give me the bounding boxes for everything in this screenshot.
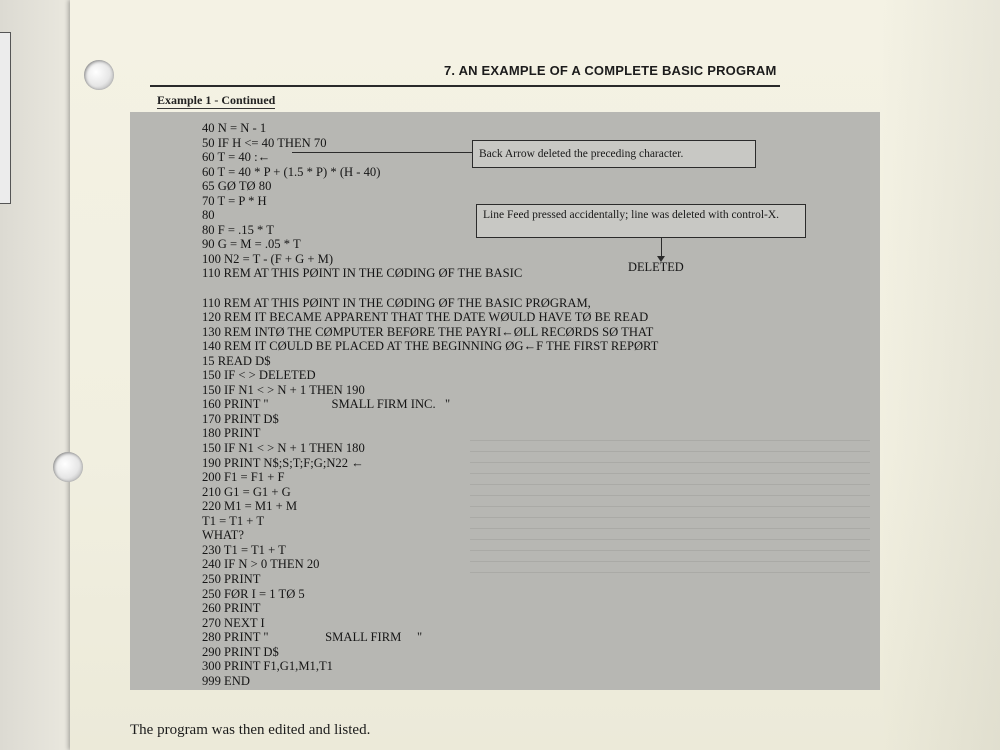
footer-paragraph: The program was then edited and listed. xyxy=(130,722,371,738)
code-line: 210 G1 = G1 + G xyxy=(202,484,291,499)
code-line: 15 READ D$ xyxy=(202,353,271,368)
code-line: 190 PRINT N$;S;T;F;G;N22 ← xyxy=(202,455,364,470)
code-line: 100 N2 = T - (F + G + M) xyxy=(202,251,334,266)
binder-hole-middle xyxy=(53,452,83,482)
code-line: 200 F1 = F1 + F xyxy=(202,470,285,485)
code-line: 240 IF N > 0 THEN 20 xyxy=(202,557,320,572)
code-line: 65 GØ TØ 80 xyxy=(202,179,272,194)
back-arrow-callout: Back Arrow deleted the preceding character. xyxy=(472,140,756,168)
code-line: 220 M1 = M1 + M xyxy=(202,499,298,514)
code-line: 80 F = .15 * T xyxy=(202,222,274,237)
code-line: 170 PRINT D$ xyxy=(202,411,279,426)
code-line: 140 REM IT CØULD BE PLACED AT THE BEGINNING ØG←F THE FIRST REPØRT xyxy=(202,339,659,354)
code-line: 90 G = M = .05 * T xyxy=(202,237,301,252)
code-line: 230 T1 = T1 + T xyxy=(202,542,286,557)
code-line: 280 PRINT " SMALL FIRM " xyxy=(202,630,423,645)
code-line: 60 T = 40 * P + (1.5 * P) * (H - 40) xyxy=(202,164,381,179)
code-line: 260 PRINT xyxy=(202,601,261,616)
code-line: 150 IF < > DELETED xyxy=(202,368,316,383)
code-line: 300 PRINT F1,G1,M1,T1 xyxy=(202,659,333,674)
code-line: 40 N = N - 1 xyxy=(202,121,267,135)
code-line: 999 END xyxy=(202,673,250,688)
code-line: 130 REM INTØ THE CØMPUTER BEFØRE THE PAYRI←ØLL RECØRDS SØ THAT xyxy=(202,324,654,339)
code-line: 50 IF H <= 40 THEN 70 xyxy=(202,135,327,150)
code-line: 250 PRINT xyxy=(202,571,261,586)
code-line: 160 PRINT " SMALL FIRM INC. " xyxy=(202,397,451,412)
code-line: 120 REM IT BECAME APPARENT THAT THE DATE WØULD HAVE TØ BE READ xyxy=(202,310,649,325)
code-line: 290 PRINT D$ xyxy=(202,644,279,659)
code-line: 150 IF N1 < > N + 1 THEN 180 xyxy=(202,441,365,456)
code-line: 110 REM AT THIS PØINT IN THE CØDING ØF THE BASIC PRØGRAM, xyxy=(202,295,591,310)
code-line: 60 T = 40 :← xyxy=(202,150,271,165)
code-line: 110 REM AT THIS PØINT IN THE CØDING ØF THE BASIC xyxy=(202,266,523,281)
header-rule xyxy=(150,85,780,87)
code-line: 250 FØR I = 1 TØ 5 xyxy=(202,586,305,601)
chapter-title: 7. AN EXAMPLE OF A COMPLETE BASIC PROGRAM xyxy=(444,63,777,78)
code-line: 270 NEXT I xyxy=(202,615,265,630)
code-line: 180 PRINT xyxy=(202,426,261,441)
code-line: 80 xyxy=(202,208,215,223)
code-line: 70 T = P * H xyxy=(202,193,267,208)
code-line: WHAT? xyxy=(202,528,244,543)
line-feed-callout: Line Feed pressed accidentally; line was deleted with control-X. xyxy=(476,204,806,238)
left-page-frame xyxy=(0,32,11,204)
code-line xyxy=(202,281,658,296)
code-line: 150 IF N1 < > N + 1 THEN 190 xyxy=(202,382,365,397)
deleted-label: DELETED xyxy=(628,260,684,274)
code-line: T1 = T1 + T xyxy=(202,513,265,528)
back-arrow-callout-line xyxy=(292,152,472,153)
page-shadow xyxy=(880,0,1000,750)
binder-hole-top xyxy=(84,60,114,90)
example-title: Example 1 - Continued xyxy=(157,93,276,107)
